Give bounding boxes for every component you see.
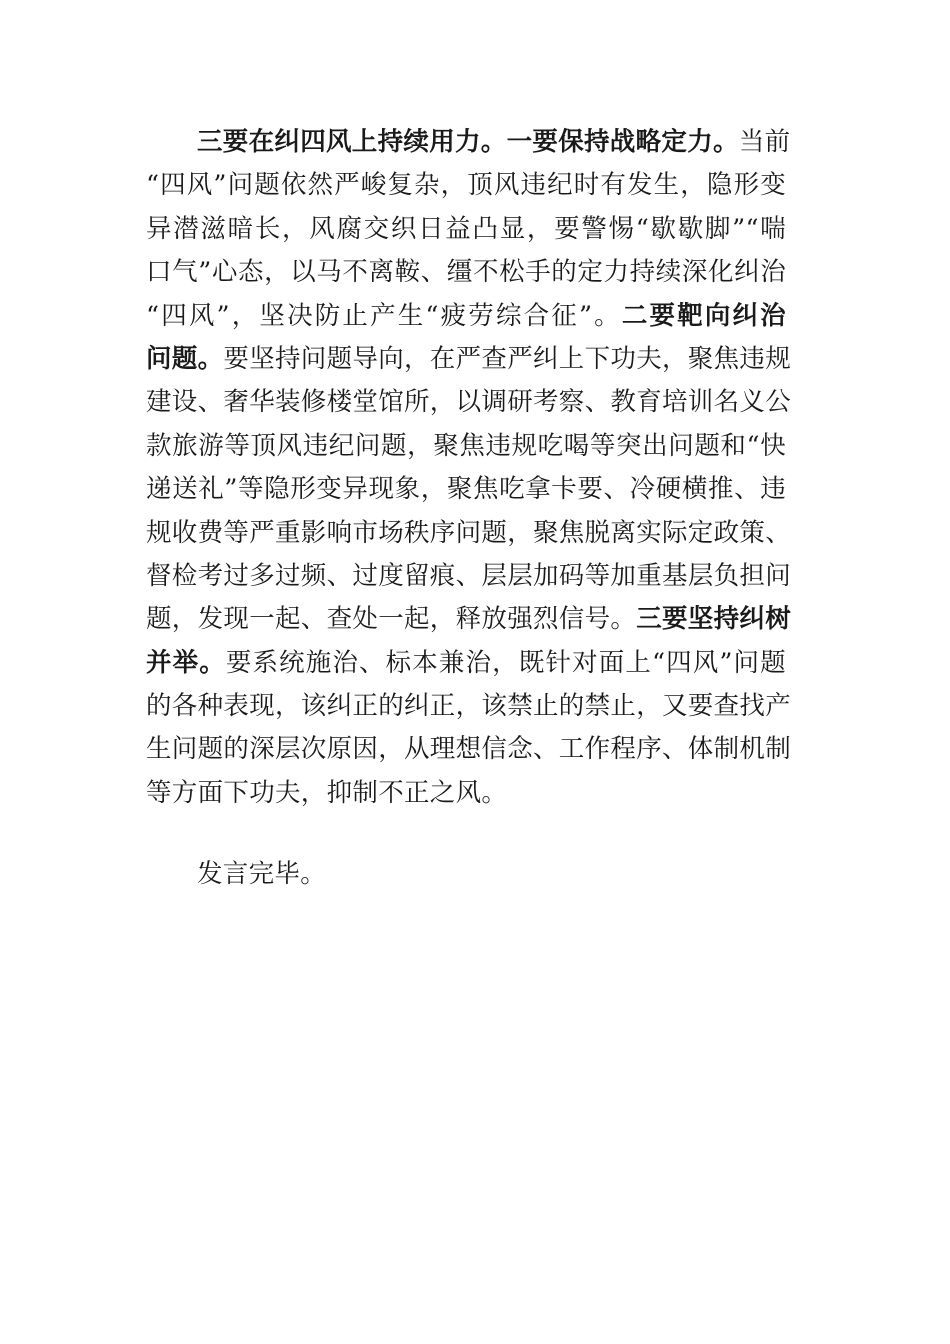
- bold-heading-text: 一要保持战略定力。: [506, 127, 739, 157]
- body-text-run: 建设、奢华装修楼堂馆所，以调研考察、教育培训名义公: [146, 387, 792, 418]
- closing-remark: 发言完毕。: [197, 859, 327, 889]
- paragraph-line: [146, 468, 786, 511]
- bold-heading-text: 二要靶向纠治: [621, 300, 786, 331]
- paragraph-line: [146, 121, 791, 164]
- paragraph-line: [146, 251, 786, 294]
- body-text-run: 生问题的深层次原因，从理想信念、工作程序、体制机制: [146, 734, 792, 765]
- body-text-run: 款旅游等顶风违纪问题，聚焦违规吃喝等突出问题和“快: [146, 430, 786, 461]
- paragraph-line: [146, 208, 786, 251]
- bold-heading-text: 问题。: [146, 343, 224, 374]
- paragraph-line: [146, 598, 792, 641]
- body-text-run: 督检考过多过频、过度留痕、层层加码等加重基层负担问: [146, 560, 792, 591]
- paragraph-line: [146, 425, 786, 468]
- paragraph-line: [146, 642, 786, 685]
- paragraph-line: [146, 772, 786, 815]
- body-text-run: 当前: [738, 127, 791, 157]
- paragraph-line: [146, 164, 786, 207]
- body-text-run: 题，发现一起、查处一起，释放强烈信号。: [146, 604, 637, 635]
- body-text-run: 等方面下功夫，抑制不正之风。: [146, 777, 508, 808]
- body-text-run: 递送礼”等隐形变异现象，聚焦吃拿卡要、冷硬横推、违: [146, 474, 786, 505]
- body-text-run: “四风”问题依然严峻复杂，顶风违纪时有发生，隐形变: [146, 170, 786, 201]
- paragraph-line: [146, 512, 792, 555]
- paragraph-line: [146, 338, 792, 381]
- body-text-run: 的各种表现，该纠正的纠正，该禁止的禁止，又要查找产: [146, 691, 792, 722]
- body-text-run: 规收费等严重影响市场秩序问题，聚焦脱离实际定政策、: [146, 517, 792, 548]
- paragraph-line: [146, 295, 786, 338]
- paragraph-line: [146, 728, 792, 771]
- paragraph-line: [146, 555, 792, 598]
- body-paragraph: [146, 121, 792, 815]
- bold-heading-text: 三要在纠四风上持续用力。: [197, 127, 507, 157]
- body-text-run: 要系统施治、标本兼治，既针对面上“四风”问题: [225, 647, 786, 678]
- paragraph-line: [146, 381, 792, 424]
- paragraph-line: [146, 685, 792, 728]
- bold-heading-text: 并举。: [146, 647, 226, 678]
- bold-heading-text: 三要坚持纠树: [636, 604, 792, 635]
- body-text-run: 异潜滋暗长，风腐交织日益凸显，要警惕“歇歇脚”“喘: [146, 213, 786, 244]
- body-text-run: 口气”心态，以马不离鞍、缰不松手的定力持续深化纠治: [146, 257, 786, 288]
- body-text-run: “四风”，坚决防止产生“疲劳综合征”。: [146, 300, 622, 331]
- body-text-run: 要坚持问题导向，在严查严纠上下功夫，聚焦违规: [223, 343, 792, 374]
